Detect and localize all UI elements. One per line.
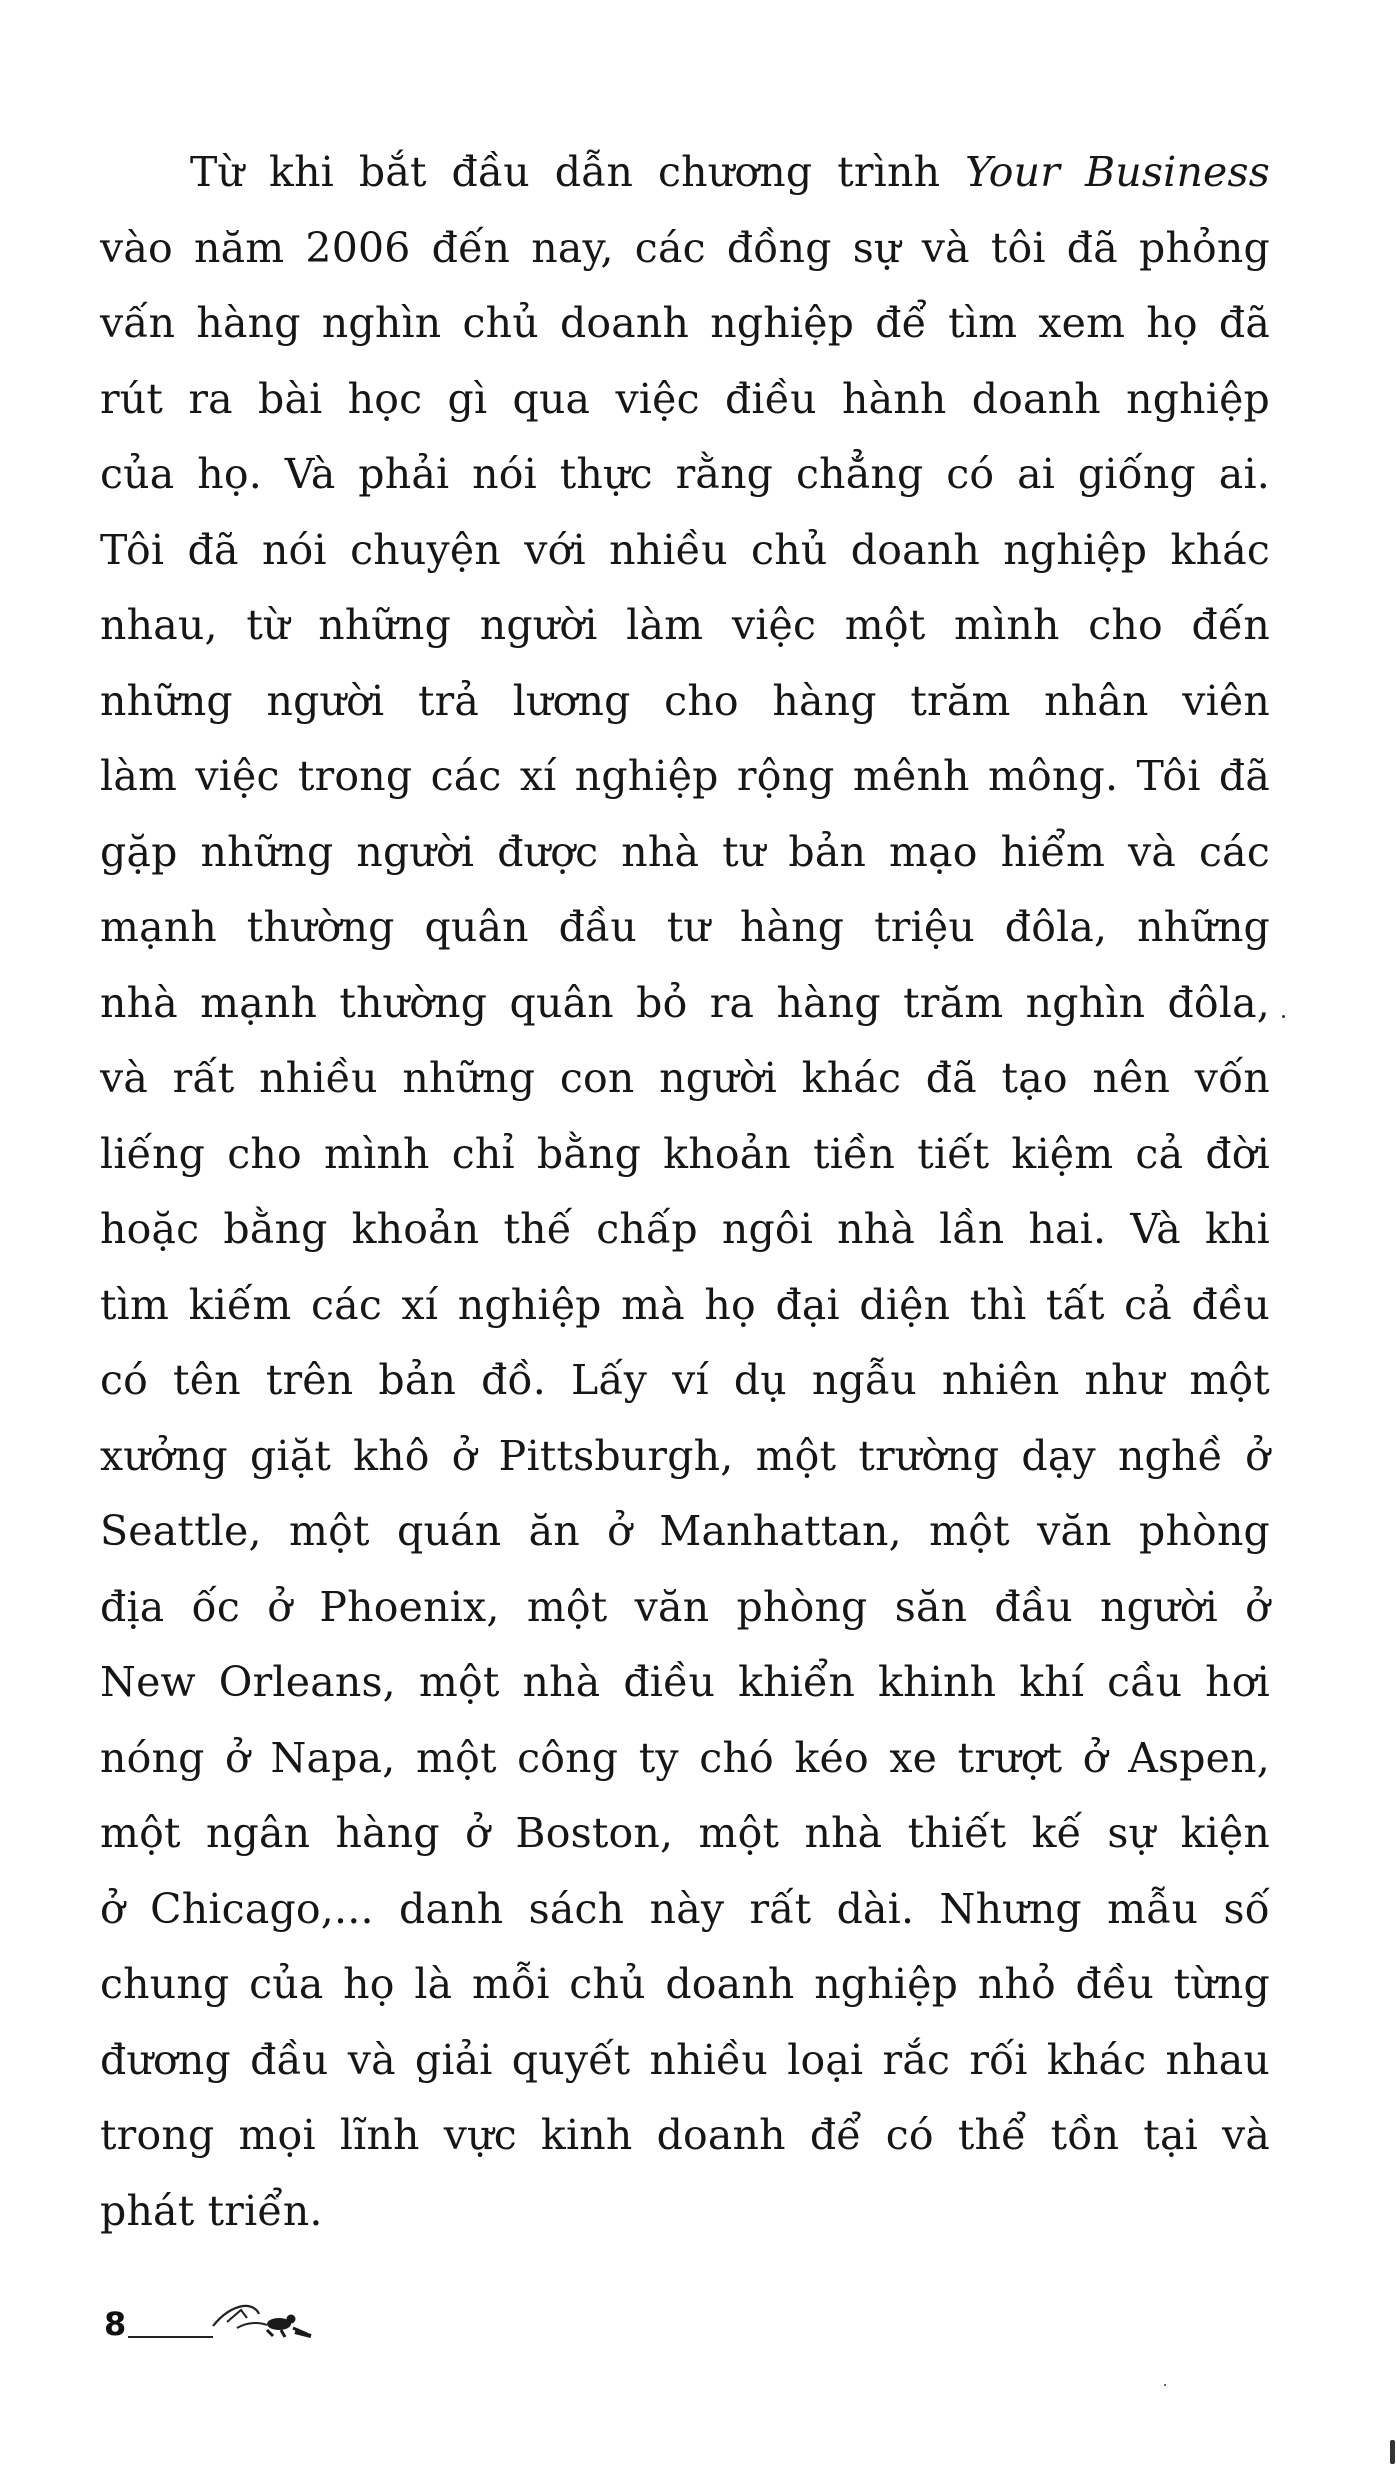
text-line <box>100 739 1270 815</box>
text-line-segment: Seattle, một quán ăn ở Manhattan, một văn phòng <box>100 1507 1270 1555</box>
text-line-segment: nhau, từ những người làm việc một mình cho đến <box>100 601 1270 649</box>
text-line-segment: nhà mạnh thường quân bỏ ra hàng trăm nghìn đôla, <box>100 978 1270 1027</box>
text-line-segment: làm việc trong các xí nghiệp rộng mênh mông. Tôi đã <box>100 752 1270 800</box>
page-speck <box>1164 2384 1166 2386</box>
text-line <box>100 135 1270 211</box>
page-footer <box>104 2300 315 2343</box>
text-line-segment: vấn hàng nghìn chủ doanh nghiệp để tìm xem họ đã <box>100 299 1270 347</box>
text-line-segment: đương đầu và giải quyết nhiều loại rắc rối khác nhau <box>100 2035 1270 2084</box>
text-line-segment: địa ốc ở Phoenix, một văn phòng săn đầu người ở <box>100 1582 1270 1631</box>
program-title: Your Business <box>965 148 1271 196</box>
text-line-segment: một ngân hàng ở Boston, một nhà thiết kế sự kiện <box>100 1809 1270 1857</box>
text-line <box>100 1721 1270 1797</box>
text-line-segment: và rất nhiều những con người khác đã tạo nên vốn <box>100 1054 1270 1102</box>
text-line <box>100 2098 1270 2174</box>
text-line <box>100 664 1270 740</box>
text-line-segment: liếng cho mình chỉ bằng khoản tiền tiết kiệm cả đời <box>100 1129 1270 1178</box>
text-line-segment: gặp những người được nhà tư bản mạo hiểm và các <box>100 827 1270 876</box>
text-line <box>100 1494 1270 1570</box>
footer-rule <box>128 2336 213 2338</box>
text-line <box>100 2174 1270 2250</box>
text-line <box>100 211 1270 287</box>
text-line-segment: phát triển. <box>100 2186 323 2235</box>
text-line <box>100 1041 1270 1117</box>
text-line-segment: rút ra bài học gì qua việc điều hành doanh nghiệp <box>100 374 1270 423</box>
text-line <box>100 437 1270 513</box>
text-line <box>100 1645 1270 1721</box>
text-line-segment: nóng ở Napa, một công ty chó kéo xe trượt ở Aspen, <box>100 1733 1270 1782</box>
text-line-segment: xưởng giặt khô ở Pittsburgh, một trường dạy nghề ở <box>100 1431 1270 1480</box>
page-number: 8 <box>104 2305 127 2343</box>
page-speck <box>1390 2440 1395 2464</box>
text-line-segment: hoặc bằng khoản thế chấp ngôi nhà lần hai. Và khi <box>100 1205 1270 1253</box>
text-line <box>100 286 1270 362</box>
text-line-segment: của họ. Và phải nói thực rằng chẳng có ai giống ai. <box>100 450 1270 498</box>
text-line <box>100 1872 1270 1948</box>
text-line <box>100 1947 1270 2023</box>
text-line <box>100 1419 1270 1495</box>
text-line <box>100 1268 1270 1344</box>
text-line <box>100 2023 1270 2099</box>
body-paragraph <box>100 135 1270 2249</box>
text-line <box>100 513 1270 589</box>
text-line-segment: trong mọi lĩnh vực kinh doanh để có thể tồn tại và <box>100 2111 1270 2159</box>
text-line <box>100 1343 1270 1419</box>
text-line <box>100 1117 1270 1193</box>
text-line-segment: Tôi đã nói chuyện với nhiều chủ doanh nghiệp khác <box>100 525 1270 574</box>
text-line-segment: Từ khi bắt đầu dẫn chương trình <box>190 148 966 196</box>
text-line-segment: có tên trên bản đồ. Lấy ví dụ ngẫu nhiên như một <box>100 1356 1270 1404</box>
text-line-segment: tìm kiếm các xí nghiệp mà họ đại diện thì tất cả đều <box>100 1280 1270 1329</box>
text-line-segment: ở Chicago,... danh sách này rất dài. Nhưng mẫu số <box>100 1884 1270 1933</box>
text-line <box>100 1796 1270 1872</box>
text-line <box>100 966 1270 1042</box>
text-line <box>100 1570 1270 1646</box>
text-line-segment: chung của họ là mỗi chủ doanh nghiệp nhỏ đều từng <box>100 1960 1270 2008</box>
text-line-segment: vào năm 2006 đến nay, các đồng sự và tôi đã phỏng <box>100 223 1270 272</box>
page-speck <box>1282 1015 1285 1018</box>
text-line <box>100 362 1270 438</box>
sled-dog-ornament-icon <box>207 2292 315 2340</box>
text-line <box>100 815 1270 891</box>
text-line-segment: New Orleans, một nhà điều khiển khinh khí cầu hơi <box>100 1658 1270 1706</box>
text-line-segment: những người trả lương cho hàng trăm nhân viên <box>100 676 1270 725</box>
text-line-segment: mạnh thường quân đầu tư hàng triệu đôla, những <box>100 903 1270 951</box>
text-line <box>100 890 1270 966</box>
text-line <box>100 1192 1270 1268</box>
text-line <box>100 588 1270 664</box>
